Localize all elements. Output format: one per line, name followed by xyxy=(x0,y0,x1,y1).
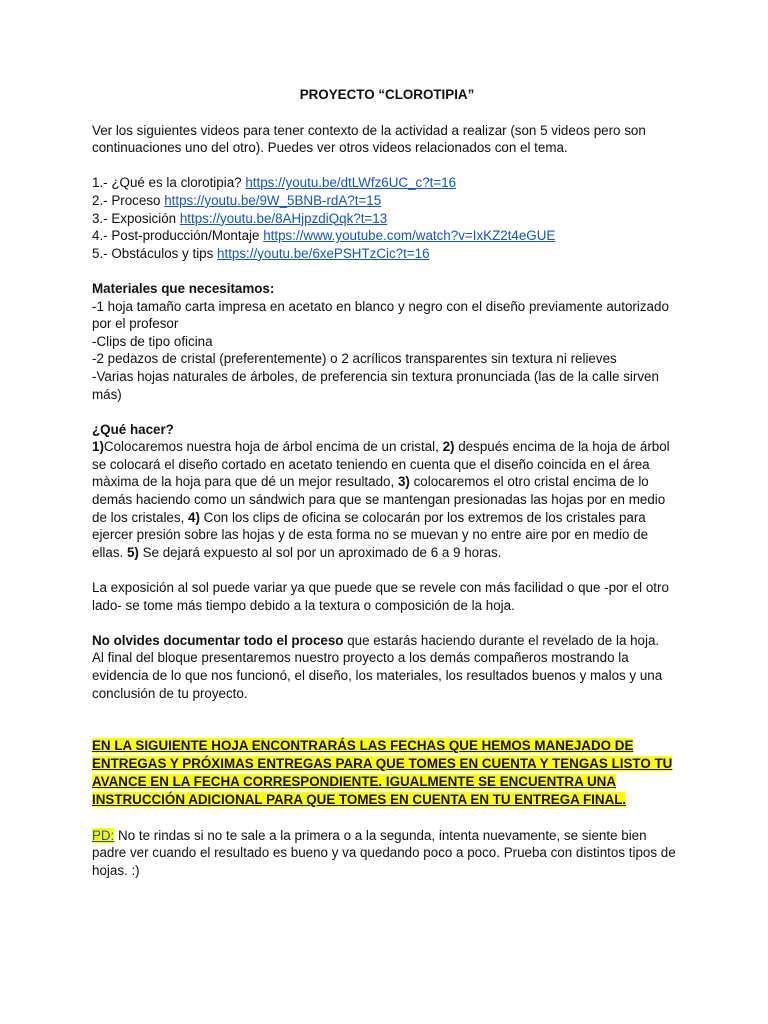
document-page xyxy=(92,86,682,880)
video-item xyxy=(92,245,682,263)
video-label: 5.- Obstáculos y tips xyxy=(92,245,218,261)
step-number: 4) xyxy=(188,509,200,525)
step-text: colocaremos el otro cristal encima de lo demás haciendo como un sándwich para que se mantengan presionadas las hojas por en medio de los cristales, xyxy=(92,474,666,525)
highlighted-notice xyxy=(92,737,682,809)
video-item xyxy=(92,174,682,192)
video-label: 1.- ¿Qué es la clorotipia? xyxy=(92,175,246,191)
materials-item: -Varias hojas naturales de árboles, de preferencia sin textura pronunciada (las de la calle sirven más) xyxy=(92,368,659,402)
video-link[interactable]: https://www.youtube.com/watch?v=IxKZ2t4eGUE xyxy=(263,228,556,244)
video-link[interactable]: https://youtu.be/9W_5BNB-rdA?t=15 xyxy=(164,192,382,208)
step-number: 2) xyxy=(442,439,455,455)
video-list xyxy=(92,174,682,262)
step-number: 3) xyxy=(397,474,410,490)
steps-paragraph xyxy=(92,438,682,561)
final-note: Al final del bloque presentaremos nuestro proyecto a los demás compañeros mostrando la evidencia de lo que nos funcionó, el diseño, los materiales, los resultados buenos y malos y una conclusión de tu proyecto. xyxy=(92,650,663,701)
materials-list xyxy=(92,298,682,404)
video-item xyxy=(92,192,682,210)
step-text: después encima de la hoja de árbol se colocará el diseño cortado en acetato teniendo en cuenta que el diseño coincida en el área màxima de la hoja para que dé un mejor resultado, xyxy=(92,439,670,490)
materials-item: -1 hoja tamaño carta impresa en acetato en blanco y negro con el diseño previamente autorizado por el profesor xyxy=(92,298,669,332)
materials-item: -Clips de tipo oficina xyxy=(92,333,213,349)
postscript-label: PD: xyxy=(92,827,115,843)
step-text: Colocaremos nuestra hoja de árbol encima de un cristal, xyxy=(103,439,443,455)
video-link[interactable]: https://youtu.be/dtLWfz6UC_c?t=16 xyxy=(245,175,457,191)
video-label: 2.- Proceso xyxy=(92,192,165,208)
materials-item: -2 pedazos de cristal (preferentemente) o 2 acrílicos transparentes sin textura ni relieves xyxy=(92,351,617,367)
video-link[interactable]: https://youtu.be/8AHjpzdiQqk?t=13 xyxy=(179,210,388,226)
materials-heading: Materiales que necesitamos: xyxy=(92,280,275,296)
highlighted-notice-text: EN LA SIGUIENTE HOJA ENCONTRARÁS LAS FECHAS QUE HEMOS MANEJADO DE ENTREGAS Y PRÓXIMAS ENTREGAS PARA QUE TOMES EN CUENTA Y TENGAS LISTO TU AVANCE EN LA FECHA CORRESPONDIENTE. IGUALMENTE SE ENCUENTRA UNA INSTRUCCIÓN ADICIONAL PARA QUE TOMES EN CUENTA EN TU ENTREGA FINAL. xyxy=(92,738,673,808)
document-reminder-bold: No olvides documentar todo el proceso xyxy=(92,632,344,648)
document-reminder xyxy=(92,632,682,650)
video-link[interactable]: https://youtu.be/6xePSHTzCic?t=16 xyxy=(217,245,430,261)
document-reminder-text: que estarás haciendo durante el revelado de la hoja. xyxy=(343,632,660,648)
step-text: Se dejará expuesto al sol por un aproximado de 6 a 9 horas. xyxy=(138,544,502,560)
video-label: 3.- Exposición xyxy=(92,210,180,226)
video-item xyxy=(92,227,682,245)
steps-heading: ¿Qué hacer? xyxy=(92,421,174,437)
step-number: 1) xyxy=(92,439,104,455)
step-number: 5) xyxy=(126,544,139,560)
video-label: 4.- Post-producción/Montaje xyxy=(92,228,264,244)
intro-paragraph: Ver los siguientes videos para tener contexto de la actividad a realizar (son 5 videos pero son continuaciones uno del otro). Puedes ver otros videos relacionados con el tema. xyxy=(92,122,646,156)
postscript xyxy=(92,827,682,880)
document-title: PROYECTO “CLOROTIPIA” xyxy=(299,87,475,102)
exposure-note: La exposición al sol puede variar ya que puede que se revele con más facilidad o que -por el otro lado- se tome más tiempo debido a la textura o composición de la hoja. xyxy=(92,580,669,613)
video-item xyxy=(92,210,682,228)
postscript-text: No te rindas si no te sale a la primera o a la segunda, intenta nuevamente, se siente bien padre ver cuando el resultado es bueno y va quedando poco a poco. Prueba con distintos tipos de hojas. :) xyxy=(92,827,676,878)
step-text: Con los clips de oficina se colocarán por los extremos de los cristales para ejercer presión sobre las hojas y de esta forma no se muevan y no entre aire por en medio de ellas. xyxy=(92,509,649,560)
